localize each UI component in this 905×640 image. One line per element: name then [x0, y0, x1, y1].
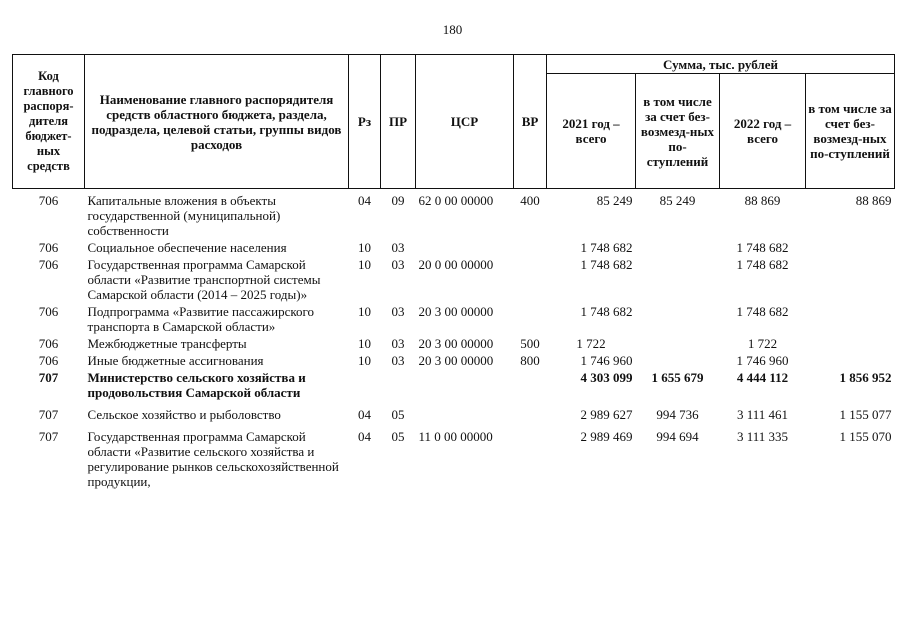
cell-2021-total: 1 748 682 [580, 257, 633, 272]
cell-2022-gratis [806, 352, 895, 369]
table-row [13, 189, 895, 240]
cell-vr [514, 239, 547, 256]
cell-2022-gratis: 1 856 952 [839, 370, 892, 385]
cell-2022-total: 3 111 335 [736, 429, 789, 444]
cell-code: 706 [38, 336, 59, 351]
cell-2021-total: 85 249 [596, 193, 633, 208]
cell-name: Государственная программа Самарской области «Развитие сельского хозяйства и регулирование рынков сельскохозяйственной продукции, [87, 429, 339, 489]
cell-2022-total: 1 746 960 [736, 353, 789, 368]
cell-2022-total: 1 748 682 [736, 257, 789, 272]
cell-pr: 03 [391, 353, 405, 368]
cell-pr [381, 369, 416, 401]
cell-2022-gratis [806, 303, 895, 335]
cell-pr: 03 [391, 304, 405, 319]
cell-csr: 20 3 00 00000 [418, 353, 494, 368]
cell-rz: 10 [358, 304, 371, 319]
table-row [13, 401, 895, 423]
header-name: Наименование главного распорядителя средств областного бюджета, раздела, подраздела, целевой статьи, группы видов расходов [85, 55, 349, 189]
header-2022-total: 2022 год – всего [720, 74, 806, 189]
cell-2021-gratis [636, 352, 720, 369]
header-2021-total: 2021 год – всего [547, 74, 636, 189]
page-number: 180 [442, 22, 463, 37]
cell-code: 706 [38, 240, 59, 255]
cell-vr: 800 [520, 353, 540, 368]
header-2021-gratis: в том числе за счет без-возмезд-ных по-ступлений [636, 74, 720, 189]
cell-2021-total: 1 746 960 [580, 353, 633, 368]
cell-2022-gratis [806, 256, 895, 303]
cell-csr: 11 0 00 00000 [418, 429, 493, 444]
cell-vr [514, 423, 547, 490]
cell-2021-gratis: 1 655 679 [651, 370, 704, 385]
cell-rz: 04 [358, 429, 371, 444]
cell-name: Капитальные вложения в объекты государственной (муниципальной) собственности [87, 193, 281, 238]
cell-csr [416, 369, 514, 401]
cell-rz: 10 [358, 240, 371, 255]
cell-csr: 20 3 00 00000 [418, 304, 494, 319]
table-row [13, 303, 895, 335]
table-row [13, 335, 895, 352]
cell-code: 707 [38, 370, 59, 385]
cell-vr [514, 303, 547, 335]
header-rz: Рз [349, 55, 381, 189]
cell-rz: 10 [358, 336, 371, 351]
cell-rz: 10 [358, 353, 371, 368]
table-row [13, 256, 895, 303]
cell-vr [514, 369, 547, 401]
cell-vr [514, 256, 547, 303]
budget-table [12, 54, 895, 490]
table-row [13, 423, 895, 490]
cell-2021-gratis [636, 335, 720, 352]
cell-code: 706 [38, 353, 59, 368]
cell-2022-total: 1 748 682 [736, 240, 789, 255]
header-pr: ПР [381, 55, 416, 189]
cell-name: Министерство сельского хозяйства и продовольствия Самарской области [87, 370, 306, 400]
cell-name: Межбюджетные трансферты [87, 336, 247, 351]
cell-rz [349, 369, 381, 401]
cell-2022-gratis: 88 869 [855, 193, 892, 208]
cell-2021-gratis: 994 736 [656, 407, 699, 422]
cell-code: 706 [38, 193, 59, 208]
cell-pr: 03 [391, 336, 405, 351]
cell-2022-gratis [806, 239, 895, 256]
cell-2021-gratis: 994 694 [656, 429, 699, 444]
cell-name: Государственная программа Самарской области «Развитие транспортной системы Самарской области (2014 – 2025 годы)» [87, 257, 321, 302]
cell-code: 706 [38, 257, 59, 272]
cell-rz: 10 [358, 257, 371, 272]
cell-2022-total: 88 869 [744, 193, 781, 208]
cell-csr: 20 0 00 00000 [418, 257, 494, 272]
cell-2022-total: 4 444 112 [736, 370, 789, 385]
cell-code: 707 [38, 407, 59, 422]
cell-csr: 62 0 00 00000 [418, 193, 494, 208]
cell-csr: 20 3 00 00000 [418, 336, 494, 351]
cell-pr: 05 [391, 429, 405, 444]
cell-vr: 500 [520, 336, 540, 351]
cell-vr [514, 401, 547, 423]
cell-2021-total: 1 748 682 [580, 304, 633, 319]
table-header [13, 55, 895, 189]
table-row-ministry [13, 369, 895, 401]
cell-2021-gratis [636, 303, 720, 335]
cell-name: Сельское хозяйство и рыболовство [87, 407, 281, 422]
cell-2021-gratis: 85 249 [659, 193, 696, 208]
cell-pr: 03 [391, 240, 405, 255]
table-row [13, 352, 895, 369]
cell-rz: 04 [358, 193, 371, 208]
cell-2021-gratis [636, 256, 720, 303]
cell-code: 706 [38, 304, 59, 319]
cell-vr: 400 [520, 193, 540, 208]
cell-2021-gratis [636, 239, 720, 256]
cell-name: Иные бюджетные ассигнования [87, 353, 264, 368]
cell-2022-gratis: 1 155 070 [839, 429, 892, 444]
cell-csr [416, 401, 514, 423]
cell-2021-total: 4 303 099 [580, 370, 633, 385]
cell-csr [416, 239, 514, 256]
cell-2022-gratis: 1 155 077 [839, 407, 892, 422]
cell-name: Подпрограмма «Развитие пассажирского транспорта в Самарской области» [87, 304, 315, 334]
header-csr: ЦСР [416, 55, 514, 189]
header-vr: ВР [514, 55, 547, 189]
cell-pr: 05 [391, 407, 405, 422]
cell-2022-total: 3 111 461 [736, 407, 789, 422]
cell-pr: 03 [391, 257, 405, 272]
header-2022-gratis: в том числе за счет без-возмезд-ных по-ступлений [806, 74, 895, 189]
header-sum: Сумма, тыс. рублей [547, 55, 895, 74]
cell-code: 707 [38, 429, 59, 444]
cell-2021-total: 2 989 627 [580, 407, 633, 422]
cell-2021-total: 1 748 682 [580, 240, 633, 255]
cell-2021-total: 2 989 469 [580, 429, 633, 444]
cell-name: Социальное обеспечение населения [87, 240, 287, 255]
cell-2022-total: 1 748 682 [736, 304, 789, 319]
header-code: Код главного распоря-дителя бюджет-ных средств [13, 55, 85, 189]
cell-pr: 09 [391, 193, 405, 208]
table-row [13, 239, 895, 256]
cell-2022-total: 1 722 [747, 336, 778, 351]
cell-rz: 04 [358, 407, 371, 422]
cell-2021-total: 1 722 [576, 336, 606, 351]
cell-2022-gratis [806, 335, 895, 352]
